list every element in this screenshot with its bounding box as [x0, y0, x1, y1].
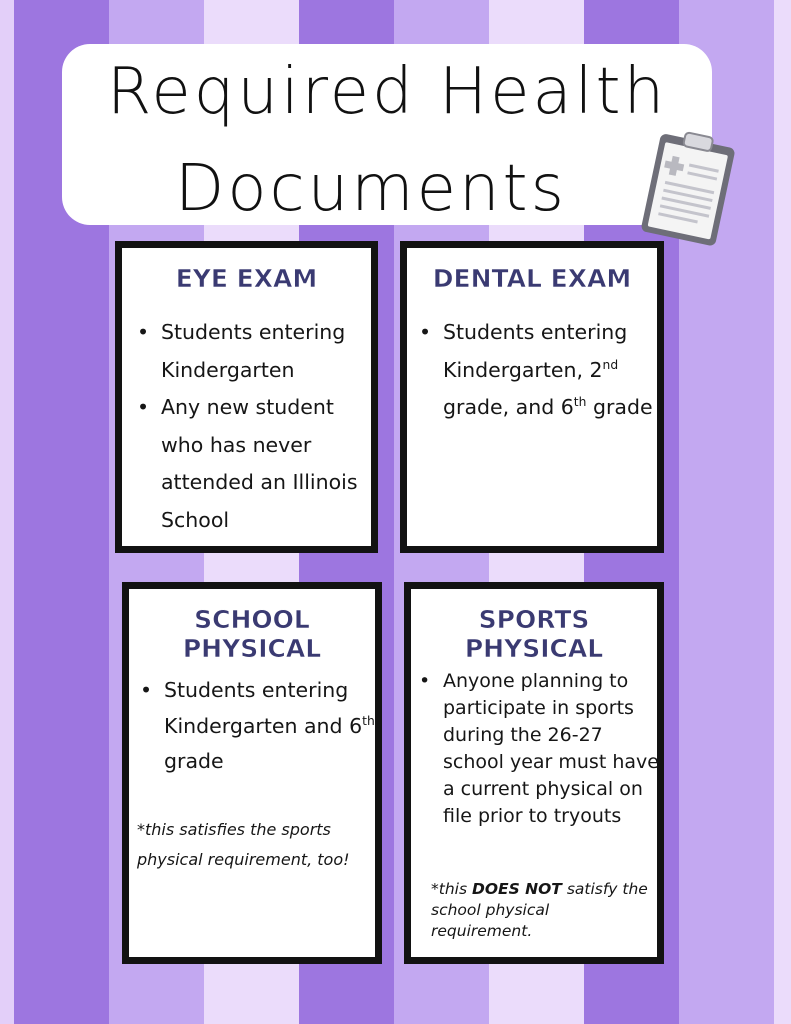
sports-physical-card: [404, 582, 664, 964]
school-physical-title-line-2: PHYSICAL: [182, 634, 322, 663]
eye-exam-title: EYE EXAM: [175, 264, 318, 293]
list-item: [140, 673, 380, 780]
bullet-text: Students entering Kindergarten and 6: [164, 678, 363, 738]
page-title-line-1: Required Health: [106, 55, 668, 129]
list-item: • Students entering Kindergarten: [137, 314, 377, 389]
stripe: [0, 0, 14, 1024]
bullet-text: grade, and 6: [443, 395, 574, 419]
ordinal-suffix: nd: [602, 357, 619, 372]
page-title-line-2: Documents: [175, 152, 567, 226]
list-item: • Any new student who has never attended an Illinois School: [137, 389, 377, 539]
title-banner: [62, 44, 712, 225]
list-item: • Anyone planning to participate in sports during the 26-27 school year must have a current physical on file prior to tryouts: [419, 668, 663, 830]
eye-exam-list: [137, 314, 377, 539]
sports-physical-note: [431, 879, 653, 942]
dental-exam-title: DENTAL EXAM: [432, 264, 632, 293]
dental-exam-list: [419, 314, 659, 427]
note-emphasis: DOES NOT: [471, 880, 562, 898]
dental-exam-card: [400, 241, 664, 553]
sports-physical-list: [419, 668, 663, 830]
school-physical-card: [122, 582, 382, 964]
school-physical-list: [140, 673, 380, 780]
note-text: satisfy the school physical requirement.: [431, 880, 648, 940]
bullet-text: grade: [586, 395, 653, 419]
ordinal-suffix: th: [362, 713, 375, 728]
school-physical-title-line-1: SCHOOL: [194, 605, 310, 634]
stripe: [774, 0, 791, 1024]
bullet-text: grade: [164, 749, 224, 773]
list-item: [419, 314, 659, 427]
eye-exam-card: [115, 241, 378, 553]
sports-physical-title-line-2: PHYSICAL: [464, 634, 604, 663]
school-physical-note: *this satisfies the sports physical requirement, too!: [137, 820, 350, 869]
bullet-text: Students entering Kindergarten, 2: [443, 320, 628, 382]
note-text: *this: [431, 880, 472, 898]
ordinal-suffix: th: [573, 395, 587, 410]
clipboard-medical-icon: [636, 126, 742, 254]
sports-physical-title-line-1: SPORTS: [478, 605, 590, 634]
